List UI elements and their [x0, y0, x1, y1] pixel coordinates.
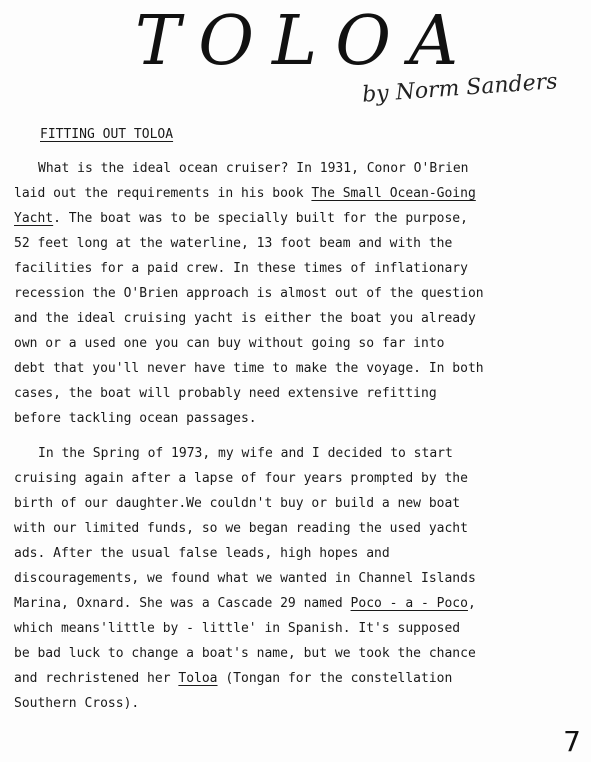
text-line: debt that you'll never have time to make the voyage. In both [14, 361, 484, 376]
text-line [14, 206, 574, 231]
page-number: 7 [563, 725, 581, 758]
book-title-underlined: The Small Ocean-Going [311, 186, 476, 201]
text-line: What is the ideal ocean cruiser? In 1931, Conor O'Brien [38, 161, 469, 176]
paragraph-1 [14, 156, 574, 431]
paragraph-2 [14, 441, 574, 716]
text-line: be bad luck to change a boat's name, but we took the chance [14, 646, 476, 661]
text-line: discouragements, we found what we wanted in Channel Islands [14, 571, 476, 586]
text-line: Southern Cross). [14, 696, 140, 711]
book-title-underlined: Yacht [14, 211, 54, 226]
text-run: . The boat was to be specially built for the purpose, [53, 211, 468, 226]
text-run: and rechristened her [14, 671, 179, 686]
text-line: 52 feet long at the waterline, 13 foot beam and with the [14, 236, 453, 251]
text-line [14, 181, 574, 206]
text-line: own or a used one you can buy without going so far into [14, 336, 445, 351]
text-line: In the Spring of 1973, my wife and I decided to start [38, 446, 453, 461]
text-line: cruising again after a lapse of four years prompted by the [14, 471, 468, 486]
text-line: facilities for a paid crew. In these times of inflationary [14, 261, 468, 276]
text-line [14, 591, 574, 616]
section-heading: FITTING OUT TOLOA [40, 127, 174, 142]
text-run: , [467, 596, 476, 611]
text-line: birth of our daughter.We couldn't buy or build a new boat [14, 496, 461, 511]
boat-name-underlined: Toloa [178, 671, 218, 686]
text-line: ads. After the usual false leads, high hopes and [14, 546, 390, 561]
text-line [14, 666, 574, 691]
text-line: before tackling ocean passages. [14, 411, 257, 426]
document-title: TOLOA [134, 2, 477, 81]
text-run: (Tongan for the constellation [217, 671, 453, 686]
text-run: Marina, Oxnard. She was a Cascade 29 named [14, 596, 351, 611]
text-line: with our limited funds, so we began reading the used yacht [14, 521, 468, 536]
text-line: which means'little by - little' in Spanish. It's supposed [14, 621, 461, 636]
boat-name-underlined: Poco - a - Poco [350, 596, 468, 611]
text-line: recession the O'Brien approach is almost out of the question [14, 286, 484, 301]
author-signature: by Norm Sanders [361, 69, 559, 108]
text-run: laid out the requirements in his book [14, 186, 312, 201]
text-line: and the ideal cruising yacht is either the boat you already [14, 311, 476, 326]
text-line: cases, the boat will probably need extensive refitting [14, 386, 437, 401]
